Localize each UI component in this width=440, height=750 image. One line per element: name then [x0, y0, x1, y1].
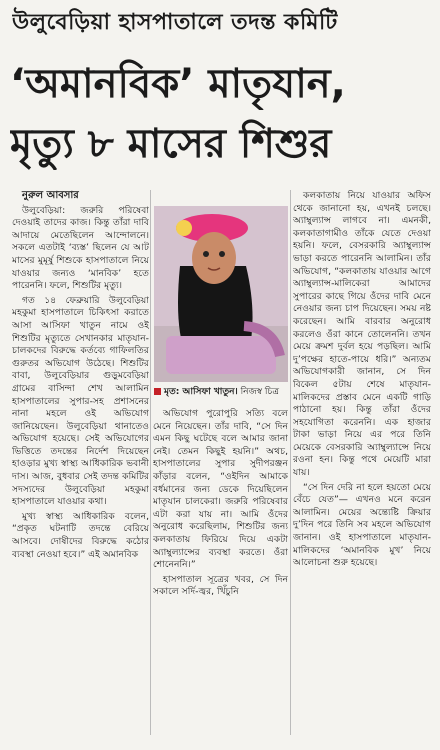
paragraph: গত ১৪ ফেব্রুয়ারি উলুবেড়িয়া মহকুমা হাসপাতালে চিকিৎসা করাতে আসা আসিফা খাতুন নামে ওই শিশুটির মৃত্যুতে সেখানকার মাতৃযান-চালকদের বিরুদ্ধে কর্তব্যে গাফিলতির গুরুতর অভিযোগ উঠেছে। শিশুটির বাবা, উলুবেড়িয়ার গুড়ুমবেড়িয়া গ্রামের বাসিন্দা শেখ আলামিন হাসপাতালের সুপার-সহ প্রশাসনের নানা মহলে ওই অভিযোগ জানিয়েছেন। উলুবেড়িয়া থানাতেও অভিযোগ হয়েছে। সেই অভিযোগের ভিত্তিতে তদন্তের নির্দেশ দিয়েছেন হাওড়ার মুখ্য স্বাস্থ্য আধিকারিক ভবানী দাস। আজ, বুধবার সেই তদন্ত কমিটির সদস্যদের উলুবেড়িয়া মহকুমা হাসপাতালে যাওয়ার কথা।	[12, 294, 149, 508]
paragraph: “সে দিন দেরি না হলে হয়তো মেয়ে বেঁচে যেত”— এখনও মনে করেন আলামিন। মেয়ের অন্ত্যেষ্টি ক্রিয়ার দু’দিন পরে তিনি সব মহলে অভিযোগ জানান। ওই হাসপাতালে মাতৃযান-মালিকদের ‘অমানবিক মুখ’ নিয়ে আলোচনা শুরু হয়েছে।	[293, 481, 431, 569]
headline-line-1: ‘অমানবিক’ মাতৃযান,	[10, 61, 346, 107]
column-right	[293, 190, 431, 745]
paragraph: কলকাতায় নিয়ে যাওয়ার অফিস থেকে জানানো হয়, এখনই চলছে। অ্যাম্বুল্যান্স লাগবে না। এমনকী, কলকাতাগামীও তাঁকে যেতে দেওয়া হয়নি। ফলে, বেসরকারি অ্যাম্বুল্যান্স ভাড়া করতে পারেননি আলামিন। তাঁর অভিযোগ, “কলকাতায় যাওয়ার আগে অ্যাম্বুল্যান্স-মালিকেরা আমাদের সুপারের কাছে গিয়ে ওঁদের দাবি মেনে নেওয়ার জন্য চাপ দিয়েছেন। সময় নষ্ট করেছেন। আমি বারবার অনুরোধ করলেও ওঁরা কানে তোলেননি। তখন মেয়ে ক্রমশ দুর্বল হয়ে পড়ছিল। আমি দু’পক্ষের হাতে-পায়ে ধরি।” অন্যতম অভিযোগকারী জানান, সে দিন বিকেল ৫টায় শেষে মাতৃযান-মালিকদের প্রস্তাব মেনে একটি গাড়ি পাঠানো হয়। কিন্তু তাঁরা ওঁদের সহযোগিতা করেননি। এক হাজার টাকা ভাড়া নিয়ে এর পরে তিনি মেয়েকে বেসরকারি অ্যাম্বুল্যান্সে নিয়ে রওনা হন। কিন্তু পথে মেয়েটি মারা যায়।	[293, 190, 431, 479]
column-middle	[153, 408, 288, 745]
photo-caption	[154, 386, 288, 398]
paragraph: হাসপাতাল সূত্রের খবর, সে দিন সকালে সর্দি-জ্বর, খিঁচুনি	[153, 573, 288, 598]
byline: নুরুল আবসার	[22, 190, 79, 201]
photo-credit: নিজস্ব চিত্র	[240, 387, 279, 397]
caption-bullet-icon	[154, 388, 161, 395]
paragraph: উলুবেড়িয়া: জরুরি পরিষেবা দেওয়াই তাদের কাজ। কিন্তু তাঁরা দাবি আদায়ে মেতেছিলেন আন্দোলনে। সকলে এতটাই ‘ব্যস্ত’ ছিলেন যে আট মাসের মুমূর্ষু শিশুকে হাসপাতালে নিয়ে যাওয়ার জন্যও ‘মানবিক’ হতে পারেননি। ফলে, শিশুটির মৃত্যু।	[12, 204, 149, 292]
paragraph: অভিযোগ পুরোপুরি সত্যি বলে মেনে নিয়েছেন। তাঁর দাবি, “সে দিন এমন কিছু ঘটেছে বলে আমার জানা নেই। তেমন কিছুই হয়নি।” অথচ, হাসপাতালের সুপার সুদীপরঞ্জন কাঁড়ার বলেন, “ওইদিন আমাকে বর্ধমানের জন্য ডেকে দিয়েছিলেন মাতৃযান চালকেরা। জরুরি পরিষেবার এটা করা যায় না। আমি ওঁদের অনুরোধ করেছিলাম, শিশুটির জন্য কলকাতায় ফিরিয়ে দিয়ে একটা অ্যাম্বুল্যান্সের ব্যবস্থা করতে। ওঁরা শোনেননি।”	[153, 408, 288, 571]
column-divider	[290, 190, 291, 735]
column-divider	[150, 190, 151, 735]
kicker: উলুবেড়িয়া হাসপাতালে তদন্ত কমিটি	[12, 10, 338, 35]
child-photo	[154, 206, 288, 382]
column-left	[12, 190, 149, 745]
child-photo-illustration	[154, 206, 288, 382]
paragraph: মুখ্য স্বাস্থ্য আধিকারিক বলেন, “প্রকৃত ঘটনাটি তদন্তে বেরিয়ে আসবে। দোষীদের বিরুদ্ধে কঠোর ব্যবস্থা নেওয়া হবে।” এই অমানবিক	[12, 510, 149, 560]
caption-text: মৃত: আসিফা খাতুন।	[164, 387, 238, 397]
headline-line-2: মৃত্যু ৮ মাসের শিশুর	[10, 121, 332, 167]
